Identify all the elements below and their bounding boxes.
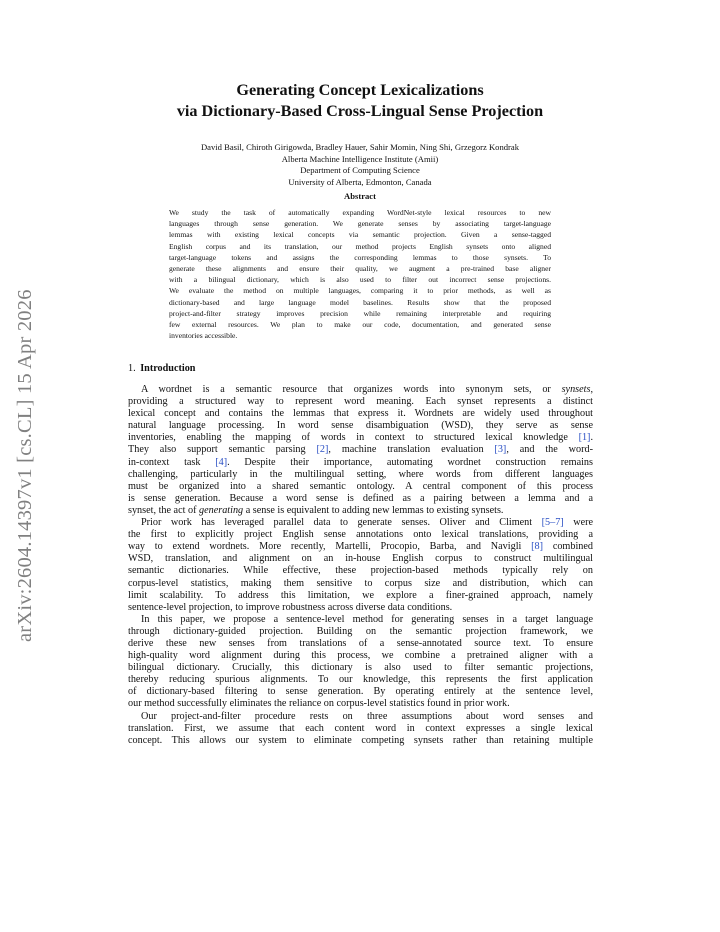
abstract-line: few external resources. We plan to make our code, documentation, and generated sense — [169, 320, 551, 330]
body-line: of dictionary-based filtering to sense generation. By operating entirely at the sentence level, — [128, 686, 593, 698]
body-line: concept. This allows our system to eliminate competing synsets rather than retaining multiple — [128, 734, 593, 746]
text-run: , machine translation evaluation — [328, 444, 495, 456]
body-line: corpus-level statistics, making them sensitive to corpus size and distribution, which can — [128, 577, 593, 589]
affiliation-2: Department of Computing Science — [300, 165, 420, 176]
title-line-2: via Dictionary-Based Cross-Lingual Sense Projection — [176, 102, 544, 120]
body-line: our method successfully eliminates the reliance on corpus-level statistics found in prior work. — [128, 698, 510, 710]
body-line — [128, 457, 593, 469]
title-line-1: Generating Concept Lexicalizations — [236, 81, 484, 99]
text-run: combined — [543, 541, 593, 553]
text-run: . Despite their importance, automating wordnet construction remains — [227, 456, 593, 468]
abstract-line: project-and-filter strategy improves precision while remaining interpretable and requiring — [169, 308, 551, 318]
emphasis-generating: generating — [199, 504, 244, 516]
body-line: derive these new senses from translations of a sense-annotated source text. To ensure — [128, 637, 593, 649]
citation-link[interactable]: [4] — [215, 456, 228, 468]
abstract-line: dictionary-based and large language model baselines. Results show that the proposed — [169, 297, 551, 307]
body-line: lexical concept and contains the lemmas that express it. Wordnets are widely used throughout — [128, 408, 593, 420]
body-line: challenging, particularly in the multilingual setting, where words from different languages — [128, 468, 593, 480]
body-line — [128, 541, 593, 553]
abstract-line: We evaluate the method on multiple languages, comparing it to prior methods, as well as — [169, 286, 551, 296]
body-line: In this paper, we propose a sentence-level method for generating senses in a target language — [141, 613, 593, 625]
abstract-line: generate these alignments and ensure their quality, we augment a pre-trained base aligner — [169, 264, 551, 274]
body-line: Our project-and-filter procedure rests on three assumptions about word senses and — [141, 710, 593, 722]
text-run: , and the word- — [506, 444, 593, 456]
body-line — [128, 384, 593, 396]
arxiv-stamp: arXiv:2604.14397v1 [cs.CL] 15 Apr 2026 — [14, 289, 36, 642]
author-names: David Basil, Chiroth Girigowda, Bradley Hauer, Sahir Momin, Ning Shi, Grzegorz Kondrak — [200, 142, 520, 152]
text-run: in-context task — [128, 456, 216, 468]
text-run: a sense is equivalent to adding new lemmas to existing synsets. — [243, 504, 504, 516]
section-heading — [128, 363, 195, 374]
body-line: through dictionary-guided projection. Building on the semantic projection framework, we — [128, 625, 593, 637]
text-run: synset, the act of — [128, 504, 200, 516]
citation-link[interactable]: [3] — [494, 444, 507, 456]
citation-link[interactable]: [5–7] — [541, 517, 564, 529]
body-line: high-quality word alignment during this process, we combine a pretrained aligner with a — [128, 650, 593, 662]
text-run: way to extend wordnets. More recently, Martelli, Procopio, Barba, and Navigli — [128, 541, 532, 553]
text-run: were — [563, 517, 594, 529]
text-run: A wordnet is a semantic resource that organizes words into synonym sets, or — [141, 384, 562, 395]
body-line: sentence-level projection, to improve robustness across diverse data conditions. — [128, 601, 453, 613]
abstract-line: lemmas with existing lexical concepts via semantic projection. Given a sense-tagged — [169, 230, 551, 240]
body-line: translation. First, we assume that each content word in context expresses a single lexical — [128, 722, 593, 734]
text-run: inventories, enabling the mapping of words in context to structured lexical knowledge — [128, 432, 579, 444]
body-line: providing a structured way to represent word meaning. Each synset represents a distinct — [128, 396, 593, 408]
body-line — [128, 517, 593, 529]
body-line: bilingual dictionary. Crucially, this dictionary is also used to filter semantic projections, — [128, 662, 593, 674]
body-text — [128, 384, 593, 747]
body-line: thereby reducing spurious alignments. To our knowledge, this represents the first application — [128, 674, 593, 686]
abstract-line: languages through sense generation. We generate senses by associating target-language — [169, 219, 551, 229]
text-run: , — [590, 384, 593, 395]
citation-link[interactable]: [1] — [578, 432, 591, 444]
body-line: semantic dictionaries. While effective, these projection-based methods typically rely on — [128, 565, 593, 577]
section-title: Introduction — [140, 363, 196, 374]
abstract-line: We study the task of automatically expanding WordNet-style lexical resources to new — [169, 208, 551, 217]
body-line — [128, 432, 593, 444]
abstract-line: English corpus and its translation, our method projects English synsets onto aligned — [169, 241, 551, 251]
affiliation-1: Alberta Machine Intelligence Institute (Amii) — [281, 153, 439, 164]
abstract-line: inventories accessible. — [169, 331, 238, 341]
body-line — [128, 505, 593, 517]
body-line — [128, 444, 593, 456]
body-line: WSD, translation, and alignment on an in-house English corpus to construct multilingual — [128, 553, 593, 565]
abstract-heading: Abstract — [344, 191, 376, 201]
section-number: 1. — [128, 363, 136, 374]
text-run: . — [590, 432, 593, 444]
abstract-line: target-language tokens and assigns the corresponding lemmas to those synsets. To — [169, 252, 551, 262]
body-line: limit scalability. To address this limitation, we explore a finer-grained approach, namely — [128, 589, 593, 601]
citation-link[interactable]: [2] — [316, 444, 329, 456]
paper-title — [0, 80, 720, 122]
affiliation-3: University of Alberta, Edmonton, Canada — [288, 176, 432, 187]
author-block — [0, 142, 720, 188]
body-line: natural language processing. In word sense disambiguation (WSD), they serve as sense — [128, 420, 593, 432]
text-run: They also support semantic parsing — [128, 444, 317, 456]
abstract-body — [169, 207, 551, 341]
abstract-line: with a bilingual dictionary, which is also used to filter out incorrect sense projections. — [169, 275, 551, 285]
body-line: must be organized into a shared semantic ontology. A central component of this process — [128, 480, 593, 492]
body-line: is sense generation. Because a word sense is defined as a pairing between a lemma and a — [128, 492, 593, 504]
body-line: the first to explicitly project English sense annotations onto lexical translations, providing a — [128, 529, 593, 541]
text-run: Prior work has leveraged parallel data to generate senses. Oliver and Climent — [141, 517, 542, 529]
emphasis-synsets: synsets — [561, 384, 591, 395]
citation-link[interactable]: [8] — [531, 541, 544, 553]
